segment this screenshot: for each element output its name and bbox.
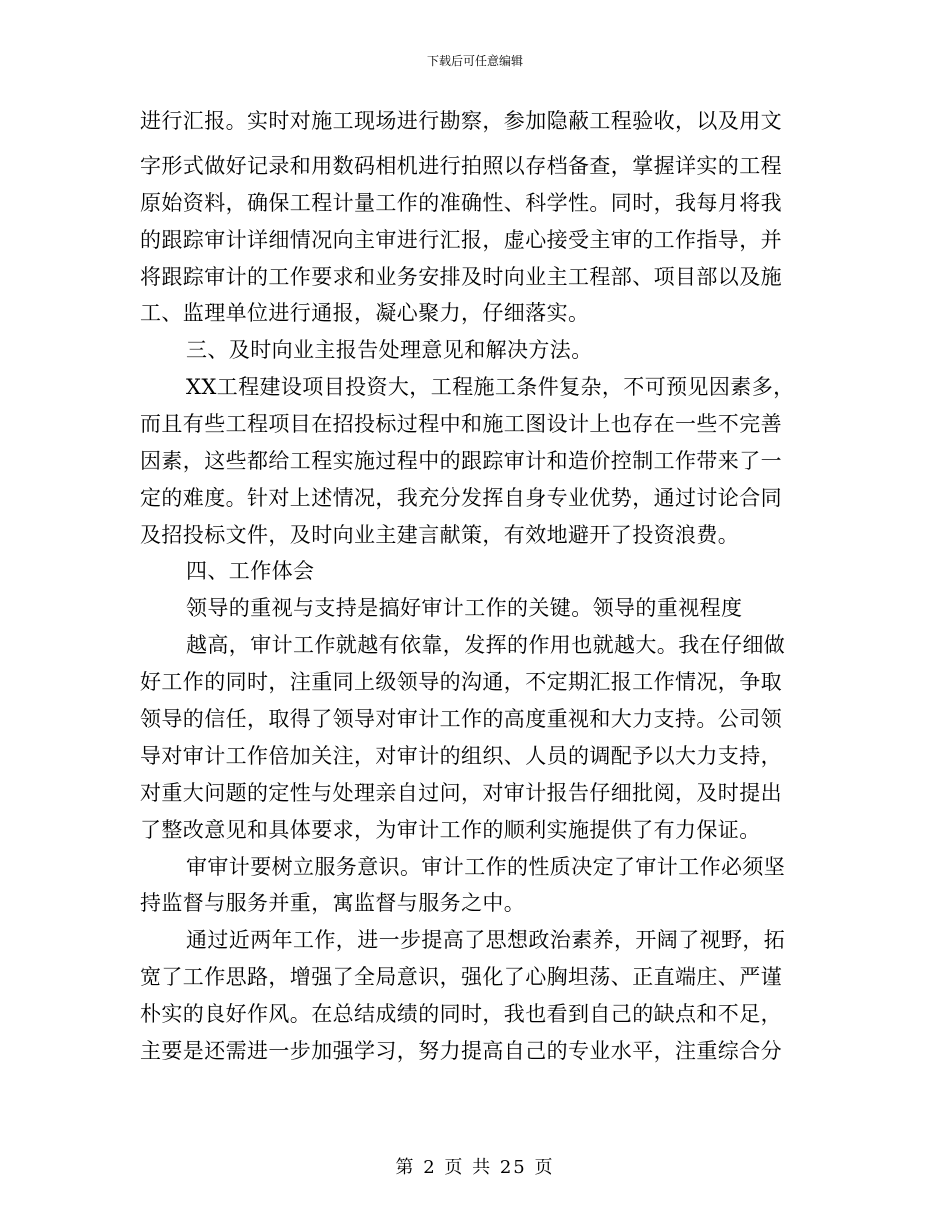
text-line: 进行汇报。实时对施工现场进行勘察，参加隐蔽工程验收，以及用文: [140, 109, 782, 133]
text-line: 主要是还需进一步加强学习，努力提高自己的专业水平，注重综合分: [140, 1039, 782, 1063]
text-line: 字形式做好记录和用数码相机进行拍照以存档备查，掌握详实的工程: [140, 154, 782, 178]
text-line: 审审计要树立服务意识。审计工作的性质决定了审计工作必须坚: [186, 855, 786, 879]
text-line: 宽了工作思路，增强了全局意识，强化了心胸坦荡、正直端庄、严谨: [140, 965, 782, 989]
section-heading: 三、及时向业主报告处理意见和解决方法。: [186, 338, 593, 362]
text-line: 通过近两年工作，进一步提高了思想政治素养，开阔了视野，拓: [186, 928, 786, 952]
text-line: 的跟踪审计详细情况向主审进行汇报，虚心接受主审的工作指导，并: [140, 228, 782, 252]
text-line: 及招投标文件，及时向业主建言献策，有效地避开了投资浪费。: [140, 523, 740, 547]
text-line: XX工程建设项目投资大，工程施工条件复杂，不可预见因素多，: [186, 375, 795, 399]
page-header: 下载后可任意编辑: [426, 54, 523, 68]
text-line: 工、监理单位进行通报，凝心聚力，仔细落实。: [140, 301, 590, 325]
text-line: 越高，审计工作就越有依靠，发挥的作用也就越大。我在仔细做: [186, 633, 786, 657]
text-line: 对重大问题的定性与处理亲自过问，对审计报告仔细批阅，及时提出: [140, 781, 782, 805]
text-line: 领导的重视与支持是搞好审计工作的关键。领导的重视程度: [186, 596, 743, 620]
text-line: 了整改意见和具体要求，为审计工作的顺利实施提供了有力保证。: [140, 818, 761, 842]
text-line: 定的难度。针对上述情况，我充分发挥自身专业优势，通过讨论合同: [140, 486, 782, 510]
text-line: 持监督与服务并重，寓监督与服务之中。: [140, 891, 526, 915]
text-line: 将跟踪审计的工作要求和业务安排及时向业主工程部、项目部以及施: [140, 265, 782, 289]
text-line: 领导的信任，取得了领导对审计工作的高度重视和大力支持。公司领: [140, 707, 782, 731]
text-line: 朴实的良好作风。在总结成绩的同时，我也看到自己的缺点和不足，: [140, 1002, 782, 1026]
text-line: 好工作的同时，注重同上级领导的沟通，不定期汇报工作情况，争取: [140, 670, 782, 694]
text-line: 因素，这些都给工程实施过程中的跟踪审计和造价控制工作带来了一: [140, 449, 782, 473]
page-footer: 第 2 页 共 25 页: [395, 1157, 555, 1178]
text-line: 而且有些工程项目在招投标过程中和施工图设计上也存在一些不完善: [140, 412, 782, 436]
section-heading: 四、工作体会: [186, 559, 315, 583]
text-line: 原始资料，确保工程计量工作的准确性、科学性。同时，我每月将我: [140, 191, 782, 215]
text-line: 导对审计工作倍加关注，对审计的组织、人员的调配予以大力支持，: [140, 744, 782, 768]
